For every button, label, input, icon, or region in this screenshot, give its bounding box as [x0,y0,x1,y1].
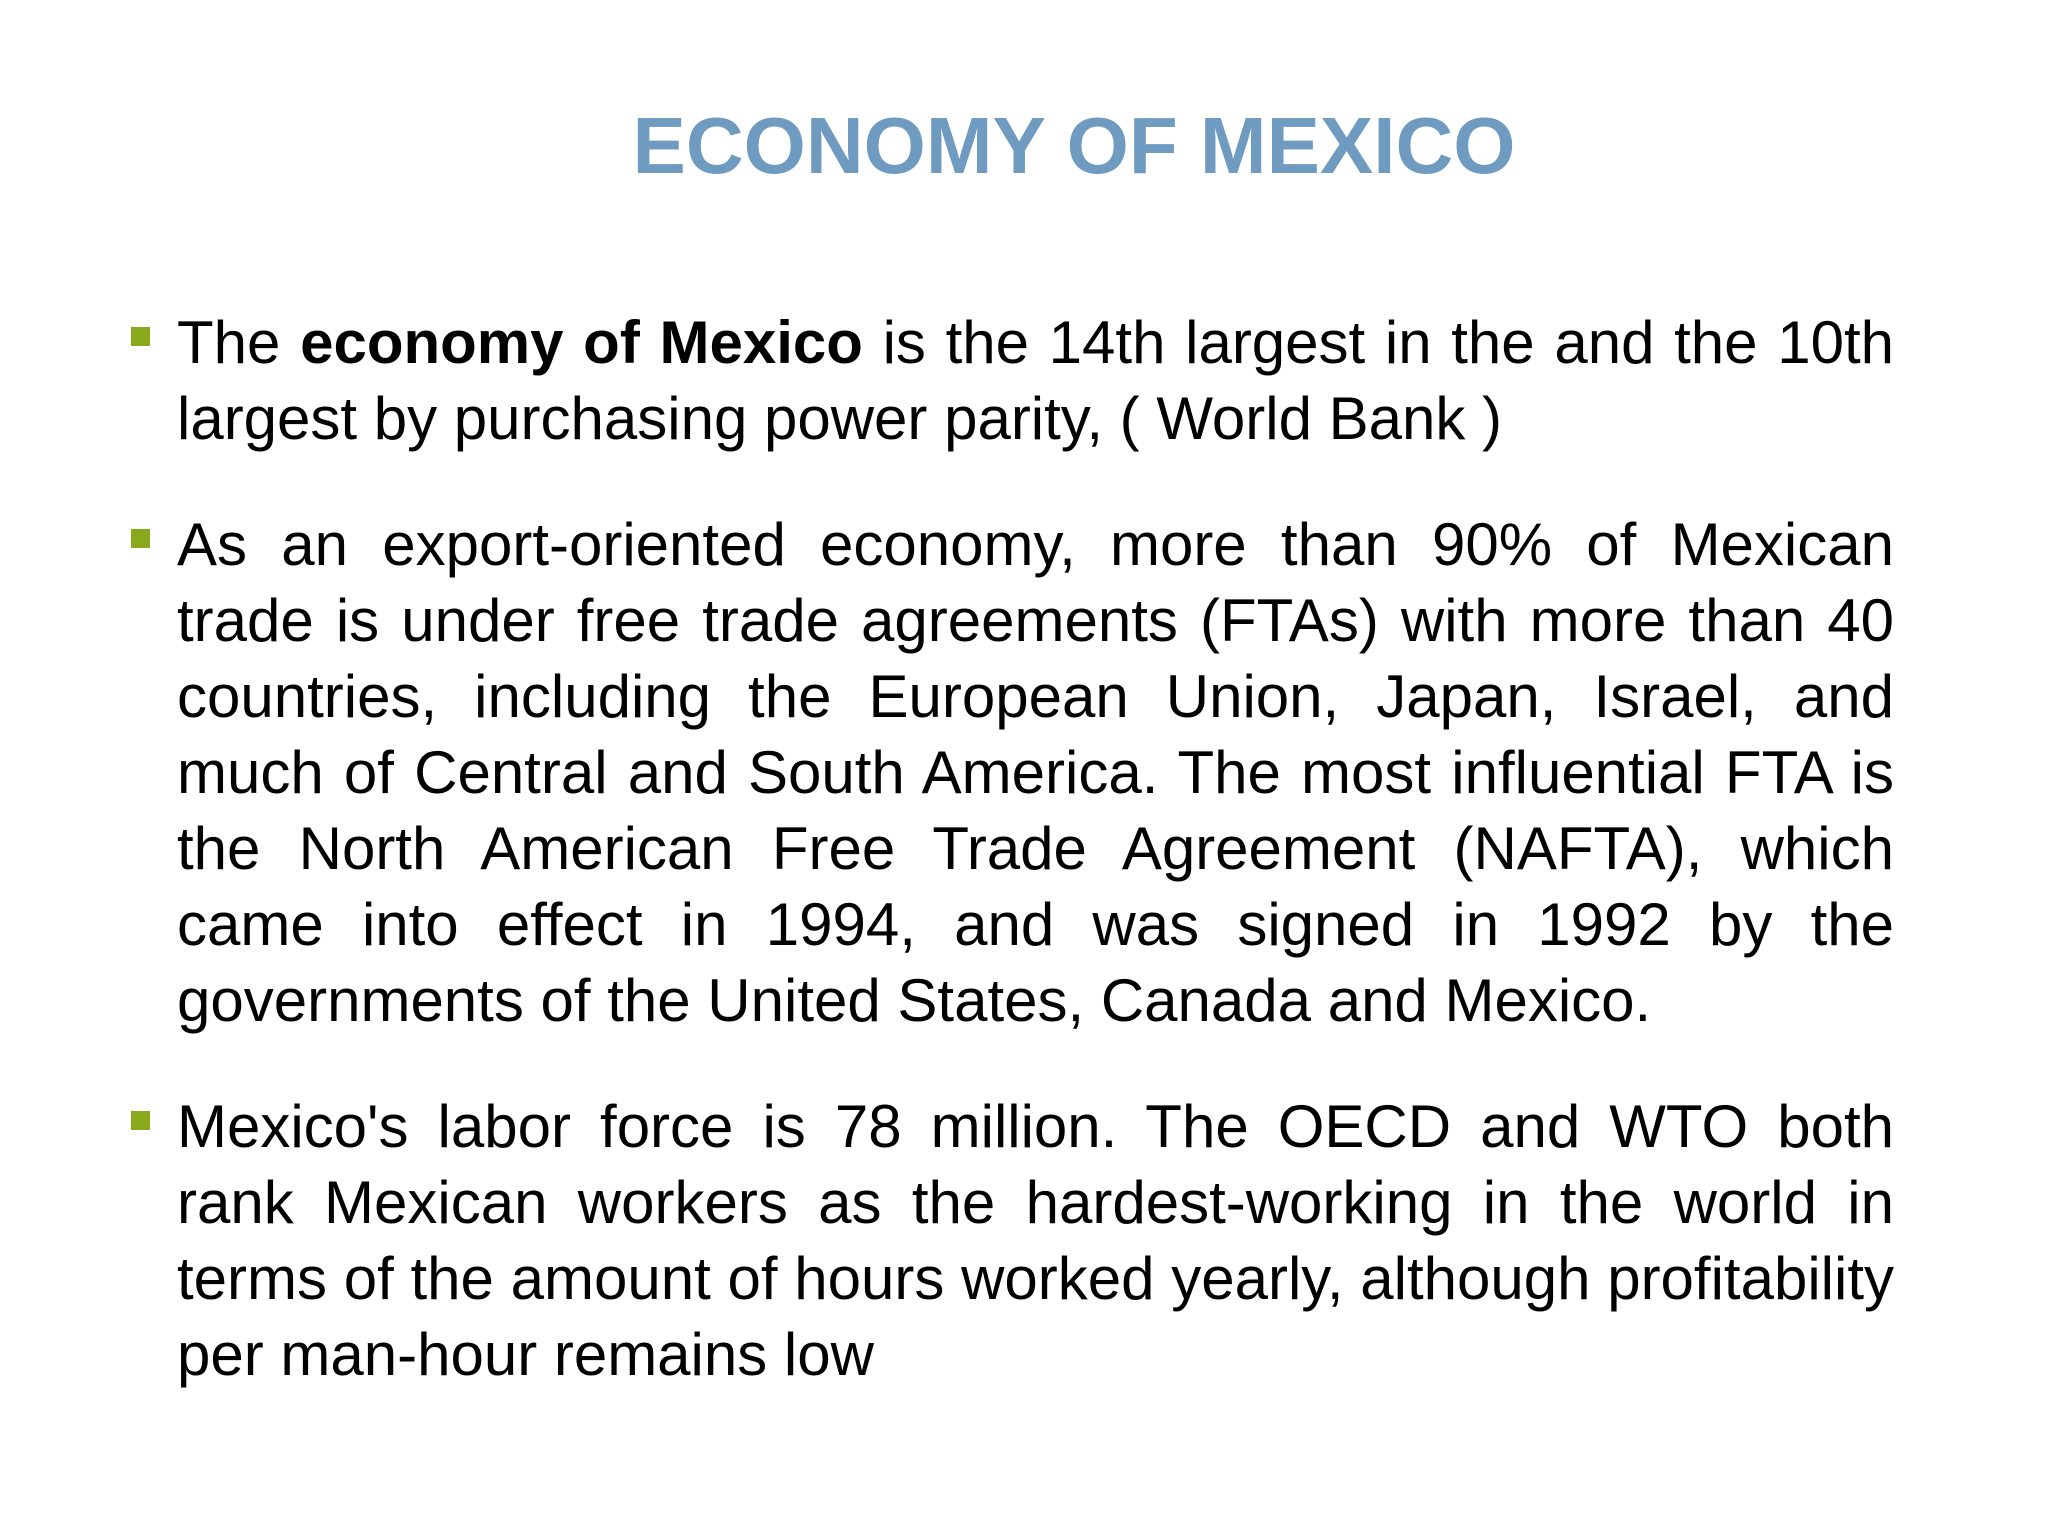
bullet-item-free-trade [128,507,1894,1039]
bullet-list [128,305,1894,1443]
bullet-text: As an export-oriented economy, more than 90% of Mexican trade is under free trade agreements (FTAs) with more than 40 countries, including the European Union, Japan, Israel, and much of Central and South America. The most influential FTA is the North American Free Trade Agreement (NAFTA), which came into effect in 1994, and was signed in 1992 by the governments of the United States, Canada and Mexico. [177,511,1894,1034]
slide-title: ECONOMY OF MEXICO [632,101,1516,190]
bullet-item-gdp-rank [128,305,1894,457]
square-bullet-icon [131,1111,150,1130]
bullet-text-prefix: The [177,309,301,376]
square-bullet-icon [131,529,150,548]
square-bullet-icon [131,327,150,346]
bullet-text: Mexico's labor force is 78 million. The OECD and WTO both rank Mexican workers as the hardest-working in the world in terms of the amount of hours worked yearly, although profitability per man-hour remains low [177,1093,1894,1388]
bullet-item-labor-force [128,1089,1894,1393]
bullet-text-suffix: is the 14th largest in the and the 10th largest by purchasing power parity, ( World Bank ) [177,309,1894,452]
bullet-text-bold-term: economy of Mexico [300,309,863,376]
